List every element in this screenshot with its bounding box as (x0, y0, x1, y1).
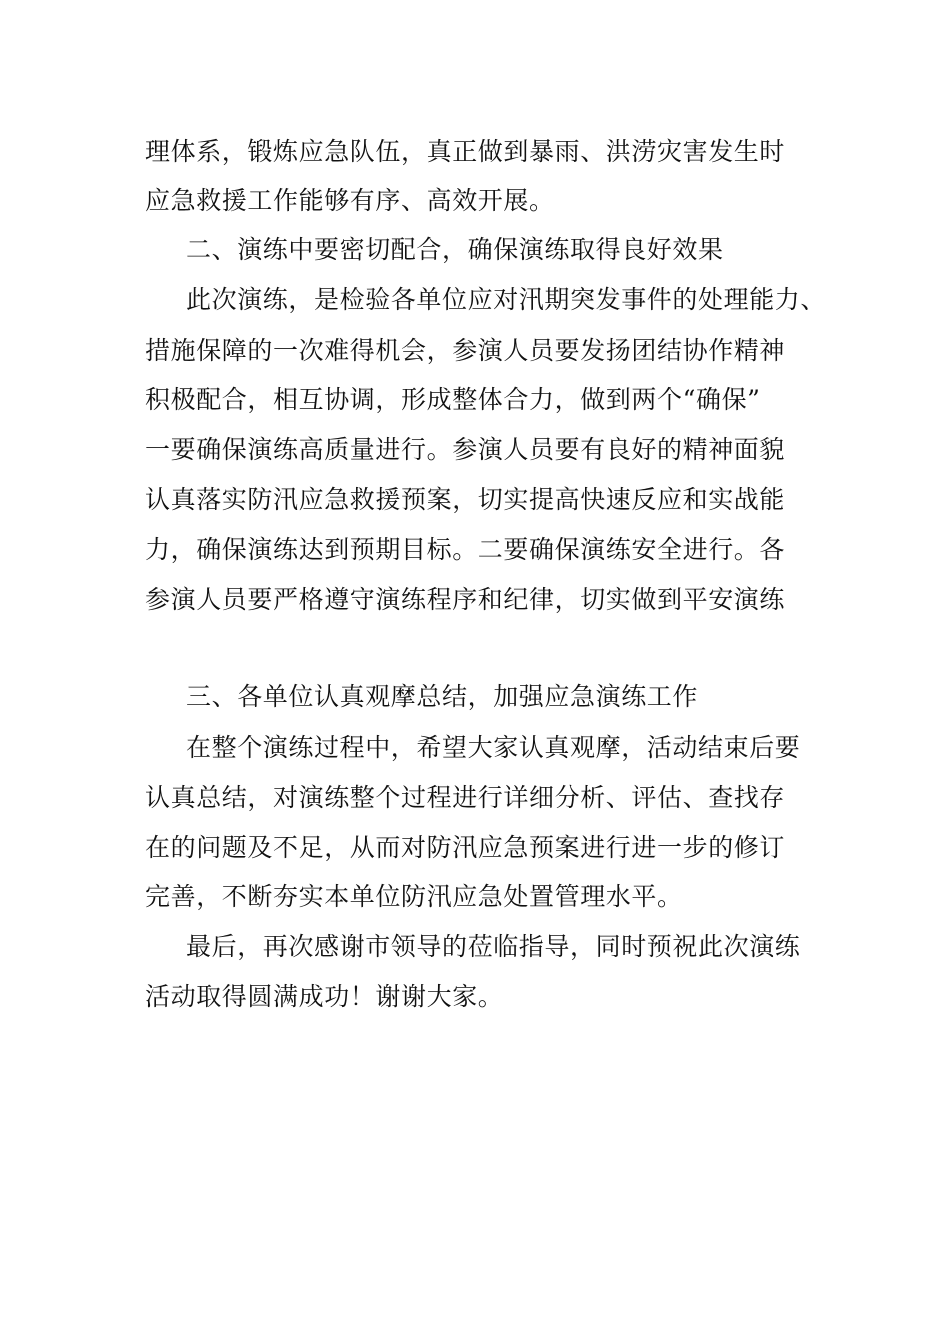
section-heading-2: 二、演练中要密切配合，确保演练取得良好效果 (186, 235, 724, 264)
body-text-line: 力，确保演练达到预期目标。二要确保演练安全进行。各 (145, 535, 786, 564)
body-text-line: 认真总结，对演练整个过程进行详细分析、评估、查找存 (145, 783, 786, 812)
body-text-line: 应急救援工作能够有序、高效开展。 (145, 186, 555, 215)
section-heading-3: 三、各单位认真观摩总结，加强应急演练工作 (186, 682, 699, 711)
body-text-line: 参演人员要严格遵守演练程序和纪律，切实做到平安演练 (145, 585, 786, 614)
body-text-line: 措施保障的一次难得机会，参演人员要发扬团结协作精神 (145, 336, 786, 365)
body-text-line: 在整个演练过程中，希望大家认真观摩，活动结束后要 (186, 733, 801, 762)
body-text-line: 一要确保演练高质量进行。参演人员要有良好的精神面貌 (145, 435, 786, 464)
body-text-line: 在的问题及不足，从而对防汛应急预案进行进一步的修订 (145, 833, 786, 862)
body-text-line: 积极配合，相互协调，形成整体合力，做到两个“确保” (145, 385, 761, 414)
body-text-line: 认真落实防汛应急救援预案，切实提高快速反应和实战能 (145, 485, 786, 514)
body-text-line: 完善，不断夯实本单位防汛应急处置管理水平。 (145, 882, 683, 911)
body-text-line: 理体系，锻炼应急队伍，真正做到暴雨、洪涝灾害发生时 (145, 137, 786, 166)
closing-paragraph-line: 最后，再次感谢市领导的莅临指导，同时预祝此次演练 (186, 932, 801, 961)
closing-paragraph-line: 活动取得圆满成功！谢谢大家。 (145, 982, 504, 1011)
body-text-line: 此次演练，是检验各单位应对汛期突发事件的处理能力、 (186, 285, 827, 314)
